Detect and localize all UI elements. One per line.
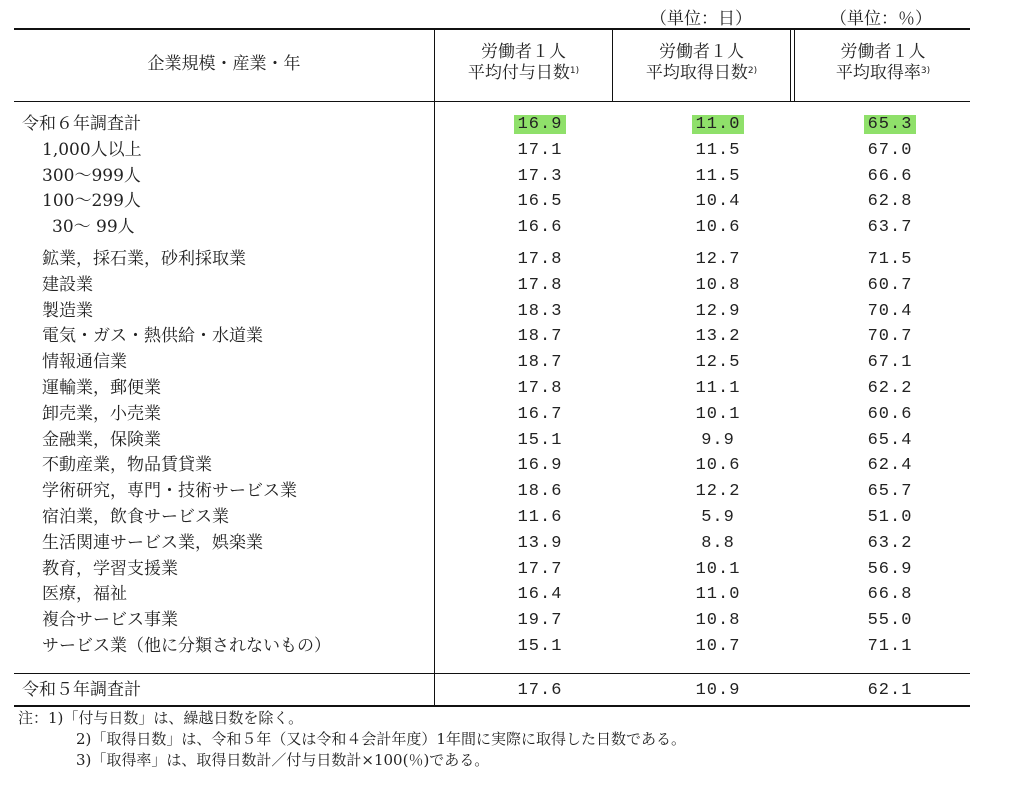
taken-days-cell <box>678 582 758 607</box>
header-granted-days <box>435 42 612 84</box>
take-rate-cell <box>850 428 930 453</box>
taken-days-cell-value: 11.5 <box>695 140 741 160</box>
take-rate-cell <box>850 557 930 582</box>
taken-days-cell <box>678 273 758 298</box>
row-label: 生活関連サービス業，娯楽業 <box>42 532 263 553</box>
header-granted-line2 <box>435 63 612 84</box>
footnotes <box>18 708 686 771</box>
take-rate-cell <box>850 376 930 401</box>
granted-days-cell <box>500 453 580 478</box>
taken-days-cell <box>678 531 758 556</box>
row-label: 金融業，保険業 <box>42 429 161 450</box>
taken-days-cell-value: 12.9 <box>695 301 741 321</box>
table-row <box>14 164 970 189</box>
take-rate-cell-value: 51.0 <box>867 508 913 527</box>
take-rate-cell <box>850 608 930 633</box>
granted-days-cell-value: 17.6 <box>517 681 563 700</box>
row-label: 1,000人以上 <box>42 139 142 160</box>
take-rate-cell-value: 60.7 <box>867 275 913 295</box>
table-row <box>14 531 970 556</box>
granted-days-cell-value: 19.7 <box>517 611 563 631</box>
taken-days-cell-value: 12.7 <box>695 250 741 269</box>
table-bottom-rule <box>14 705 970 707</box>
row-label: 情報通信業 <box>42 352 127 373</box>
granted-days-cell-value: 15.1 <box>517 637 563 656</box>
row-label: 宿泊業，飲食サービス業 <box>42 507 229 527</box>
row-label: 複合サービス事業 <box>42 610 178 631</box>
header-granted-text: 平均付与日数 <box>467 63 570 83</box>
table-row <box>14 350 970 375</box>
taken-days-cell <box>678 428 758 453</box>
granted-days-cell <box>500 505 580 530</box>
header-take-rate <box>796 42 970 84</box>
footnote-2: 2)「取得日数」は、令和５年（又は令和４会計年度）1年間に実際に取得した日数である。 <box>76 730 686 748</box>
granted-days-cell-value: 16.9 <box>517 456 563 476</box>
take-rate-cell-value: 70.7 <box>867 327 913 347</box>
taken-days-cell <box>678 112 758 137</box>
taken-days-cell-value: 10.8 <box>695 611 741 631</box>
header-rate-text: 平均取得率 <box>835 63 921 83</box>
take-rate-cell-value: 63.2 <box>867 533 913 553</box>
take-rate-cell <box>850 189 930 214</box>
table-row <box>14 678 970 703</box>
taken-days-cell <box>678 350 758 375</box>
granted-days-cell-value: 17.8 <box>517 275 563 295</box>
take-rate-cell <box>850 634 930 659</box>
take-rate-cell <box>850 350 930 375</box>
granted-days-cell <box>500 189 580 214</box>
table-row <box>14 299 970 324</box>
granted-days-cell-value: 18.7 <box>517 353 563 373</box>
table-row <box>14 608 970 633</box>
row-label: 令和６年調査計 <box>22 114 141 134</box>
taken-days-cell <box>678 215 758 240</box>
take-rate-cell-value: 65.7 <box>867 482 913 502</box>
table-row <box>14 505 970 530</box>
granted-days-cell <box>500 164 580 189</box>
taken-days-cell <box>678 324 758 349</box>
take-rate-cell-value: 65.3 <box>864 115 917 134</box>
header-bottom-rule <box>14 101 970 102</box>
taken-days-cell <box>678 376 758 401</box>
header-category: 企業規模・産業・年 <box>147 54 301 74</box>
table-row <box>14 189 970 214</box>
granted-days-cell <box>500 376 580 401</box>
take-rate-cell-value: 67.0 <box>867 140 913 160</box>
take-rate-cell-value: 55.0 <box>867 611 913 631</box>
taken-days-cell-value: 9.9 <box>701 430 735 450</box>
granted-days-cell-value: 18.7 <box>517 327 563 347</box>
taken-days-cell-value: 12.5 <box>695 353 741 373</box>
take-rate-cell <box>850 402 930 427</box>
row-label: 100～299人 <box>42 191 141 212</box>
taken-days-cell-value: 13.2 <box>695 327 741 347</box>
row-label: 製造業 <box>42 300 93 321</box>
granted-days-cell-value: 18.6 <box>517 482 563 502</box>
granted-days-cell <box>500 678 580 703</box>
taken-days-cell-value: 10.6 <box>695 218 741 238</box>
taken-days-cell-value: 10.4 <box>695 192 741 212</box>
taken-days-cell-value: 10.1 <box>695 404 741 424</box>
granted-days-cell <box>500 273 580 298</box>
granted-days-cell <box>500 299 580 324</box>
take-rate-cell-value: 62.1 <box>867 681 913 700</box>
take-rate-cell <box>850 453 930 478</box>
taken-days-cell-value: 10.8 <box>695 275 741 295</box>
row-label: 医療，福祉 <box>42 584 127 605</box>
taken-days-cell-value: 10.1 <box>695 559 741 579</box>
row-label: 鉱業，採石業，砂利採取業 <box>42 249 246 269</box>
granted-days-cell <box>500 324 580 349</box>
taken-days-cell <box>678 678 758 703</box>
granted-days-cell <box>500 247 580 272</box>
row-label: 卸売業，小売業 <box>42 403 161 424</box>
row-label: 建設業 <box>42 274 93 295</box>
take-rate-cell-value: 62.2 <box>867 379 913 398</box>
taken-days-cell <box>678 164 758 189</box>
taken-days-cell <box>678 453 758 478</box>
take-rate-cell-value: 62.8 <box>867 192 913 212</box>
granted-days-cell-value: 16.6 <box>517 218 563 238</box>
granted-days-cell <box>500 582 580 607</box>
take-rate-cell <box>850 215 930 240</box>
table-row <box>14 247 970 272</box>
take-rate-cell <box>850 531 930 556</box>
take-rate-cell <box>850 164 930 189</box>
taken-days-cell-value: 11.0 <box>692 115 745 134</box>
header-taken-note: 2) <box>747 66 758 76</box>
table-row <box>14 273 970 298</box>
granted-days-cell <box>500 112 580 137</box>
granted-days-cell-value: 17.1 <box>517 140 563 160</box>
granted-days-cell <box>500 479 580 504</box>
header-rate-line1: 労働者１人 <box>840 42 926 62</box>
taken-days-cell <box>678 634 758 659</box>
take-rate-cell-value: 60.6 <box>867 404 913 424</box>
take-rate-cell <box>850 479 930 504</box>
taken-days-cell-value: 5.9 <box>701 508 735 527</box>
take-rate-cell-value: 66.8 <box>867 585 913 605</box>
table-row <box>14 479 970 504</box>
granted-days-cell <box>500 350 580 375</box>
take-rate-cell-value: 65.4 <box>867 430 913 450</box>
take-rate-cell <box>850 273 930 298</box>
taken-days-cell <box>678 608 758 633</box>
taken-days-cell-value: 10.7 <box>695 637 741 656</box>
table-row <box>14 324 970 349</box>
granted-days-cell <box>500 608 580 633</box>
granted-days-cell-value: 11.6 <box>517 508 563 527</box>
take-rate-cell <box>850 678 930 703</box>
take-rate-cell-value: 66.6 <box>867 166 913 186</box>
row-label: 運輸業，郵便業 <box>42 378 161 398</box>
taken-days-cell <box>678 189 758 214</box>
footnote-3: 3)「取得率」は、取得日数計／付与日数計×100(％)である。 <box>76 751 490 769</box>
granted-days-cell-value: 15.1 <box>517 430 563 450</box>
header-taken-line2 <box>613 63 790 84</box>
taken-days-cell-value: 8.8 <box>701 533 735 553</box>
granted-days-cell <box>500 634 580 659</box>
granted-days-cell-value: 16.9 <box>514 115 567 134</box>
taken-days-cell-value: 12.2 <box>695 482 741 502</box>
taken-days-cell <box>678 479 758 504</box>
table-row <box>14 453 970 478</box>
granted-days-cell-value: 17.3 <box>517 166 563 186</box>
take-rate-cell <box>850 112 930 137</box>
table-row <box>14 215 970 240</box>
granted-days-cell-value: 16.5 <box>517 192 563 212</box>
granted-days-cell-value: 17.8 <box>517 250 563 269</box>
header-taken-line1: 労働者１人 <box>659 42 744 62</box>
granted-days-cell-value: 17.7 <box>517 559 563 579</box>
take-rate-cell-value: 70.4 <box>867 301 913 321</box>
granted-days-cell <box>500 557 580 582</box>
table-row <box>14 376 970 401</box>
header-granted-note: 1) <box>569 66 580 76</box>
table-row <box>14 557 970 582</box>
granted-days-cell-value: 13.9 <box>517 533 563 553</box>
total-separator-rule <box>14 673 970 674</box>
take-rate-cell <box>850 582 930 607</box>
granted-days-cell <box>500 215 580 240</box>
table-row <box>14 428 970 453</box>
row-label: 電気・ガス・熱供給・水道業 <box>42 326 263 347</box>
take-rate-cell <box>850 299 930 324</box>
take-rate-cell <box>850 247 930 272</box>
row-label: 令和５年調査計 <box>22 680 141 700</box>
granted-days-cell-value: 18.3 <box>517 301 563 321</box>
row-label: 不動産業，物品賃貸業 <box>42 455 212 476</box>
taken-days-cell <box>678 247 758 272</box>
table-row <box>14 138 970 163</box>
table-top-rule <box>14 28 970 30</box>
header-taken-days <box>613 42 790 84</box>
taken-days-cell-value: 10.6 <box>695 456 741 476</box>
header-rate-line2 <box>796 63 970 84</box>
take-rate-cell <box>850 138 930 163</box>
take-rate-cell-value: 71.1 <box>867 637 913 656</box>
take-rate-cell-value: 63.7 <box>867 218 913 238</box>
header-granted-line1: 労働者１人 <box>481 42 566 62</box>
take-rate-cell-value: 71.5 <box>867 250 913 269</box>
granted-days-cell <box>500 138 580 163</box>
take-rate-cell-value: 67.1 <box>867 353 913 373</box>
table-row <box>14 582 970 607</box>
column-divider-3 <box>790 28 795 102</box>
granted-days-cell <box>500 428 580 453</box>
row-label: サービス業（他に分類されないもの） <box>42 636 331 656</box>
row-label: 教育，学習支援業 <box>42 558 178 579</box>
granted-days-cell <box>500 531 580 556</box>
table-row <box>14 634 970 659</box>
footnote-1: 注：1)「付与日数」は、繰越日数を除く。 <box>18 709 304 727</box>
taken-days-cell-value: 11.5 <box>695 166 741 186</box>
header-taken-text: 平均取得日数 <box>645 63 748 83</box>
granted-days-cell-value: 17.8 <box>517 379 563 398</box>
taken-days-cell-value: 11.0 <box>695 585 741 605</box>
take-rate-cell-value: 62.4 <box>867 456 913 476</box>
taken-days-cell <box>678 138 758 163</box>
take-rate-cell <box>850 505 930 530</box>
taken-days-cell <box>678 557 758 582</box>
taken-days-cell <box>678 505 758 530</box>
taken-days-cell <box>678 299 758 324</box>
granted-days-cell-value: 16.4 <box>517 585 563 605</box>
taken-days-cell-value: 11.1 <box>695 379 741 398</box>
header-rate-note: 3) <box>920 66 931 76</box>
take-rate-cell <box>850 324 930 349</box>
table-row <box>14 402 970 427</box>
take-rate-cell-value: 56.9 <box>867 559 913 579</box>
row-label: 30～ 99人 <box>52 217 135 238</box>
unit-label-percent: （単位：％） <box>830 9 932 29</box>
granted-days-cell-value: 16.7 <box>517 404 563 424</box>
row-label: 学術研究，専門・技術サービス業 <box>42 481 297 502</box>
granted-days-cell <box>500 402 580 427</box>
taken-days-cell-value: 10.9 <box>695 681 741 700</box>
taken-days-cell <box>678 402 758 427</box>
table-row <box>14 112 970 137</box>
row-label: 300～999人 <box>42 165 141 186</box>
unit-label-days: （単位：日） <box>650 9 752 29</box>
